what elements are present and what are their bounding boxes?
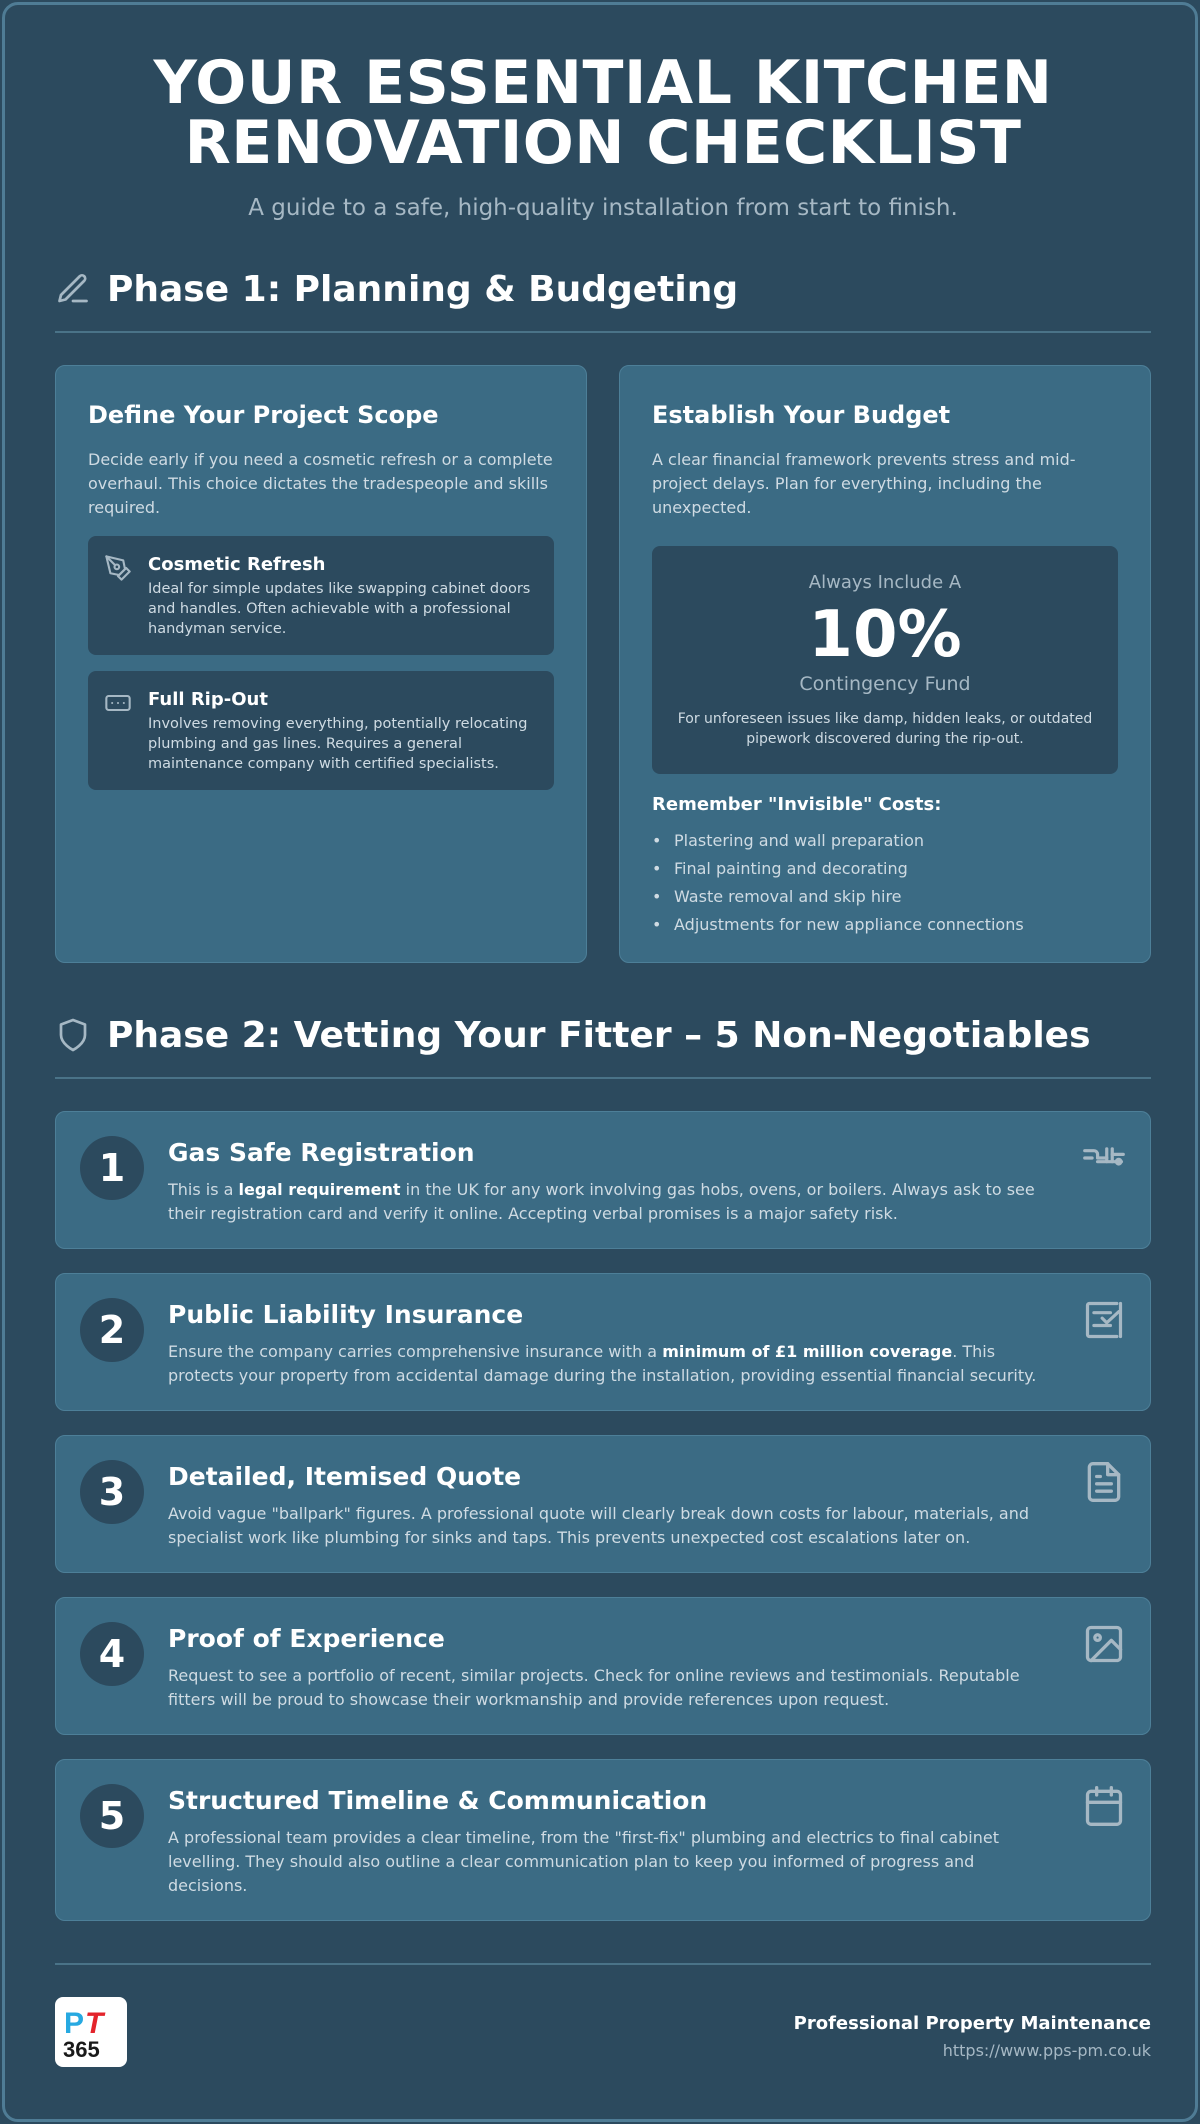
invisible-costs-list [652, 827, 1118, 939]
item-number: 5 [80, 1784, 144, 1848]
svg-text:T: T [85, 2007, 104, 2040]
checklist-icon [1082, 1298, 1126, 1342]
footer [55, 1965, 1151, 2105]
scope-card [55, 365, 587, 963]
item-title: Structured Timeline & Communication [168, 1786, 708, 1815]
svg-text:P: P [64, 2007, 85, 2040]
title-line-1: YOUR ESSENTIAL KITCHEN [153, 48, 1053, 118]
list-item-text: Adjustments for new appliance connections [674, 915, 1024, 934]
company-url[interactable]: https://www.pps-pm.co.uk [942, 2041, 1151, 2060]
option-full-rip-out [88, 671, 554, 790]
invisible-costs-title: Remember "Invisible" Costs: [652, 794, 942, 815]
contingency-note: For unforeseen issues like damp, hidden leaks, or outdated pipework discovered during the rip-out. [677, 711, 1093, 747]
scope-title: Define Your Project Scope [88, 401, 439, 429]
pen-tool-icon [104, 554, 132, 582]
item-title: Proof of Experience [168, 1624, 445, 1653]
header [55, 5, 1151, 221]
checklist-item-1 [55, 1111, 1151, 1249]
company-info [794, 2011, 1151, 2060]
budget-title: Establish Your Budget [652, 401, 951, 429]
phase2-heading [55, 1005, 1151, 1065]
checklist-item-5 [55, 1759, 1151, 1921]
gas-pipe-icon [1082, 1136, 1126, 1180]
phase2-title: Phase 2: Vetting Your Fitter – 5 Non-Negotiables [107, 1014, 1091, 1056]
list-item-text: Plastering and wall preparation [674, 831, 925, 850]
desc-text: This is a [168, 1180, 239, 1199]
page-subtitle: A guide to a safe, high-quality installation from start to finish. [248, 195, 958, 221]
item-title: Detailed, Itemised Quote [168, 1462, 522, 1491]
pencil-icon [55, 271, 91, 307]
item-desc: Avoid vague "ballpark" figures. A professional quote will clearly break down costs for labour, materials, and specialist work like plumbing for sinks and taps. This prevents unexpected cost escalations later on. [168, 1504, 1030, 1547]
item-number: 1 [80, 1136, 144, 1200]
desc-text: in the UK for any work involving gas hobs, ovens, or boilers. Always ask to see their registration card and verify it online. Accepting verbal promises is a major safety risk. [168, 1180, 1035, 1223]
list-item: • Plastering and wall preparation [652, 827, 1118, 855]
item-number: 4 [80, 1622, 144, 1686]
budget-desc: A clear financial framework prevents stress and mid-project delays. Plan for everything, including the unexpected. [652, 450, 1076, 517]
contingency-percent: 10% [808, 598, 962, 672]
item-number: 2 [80, 1298, 144, 1362]
svg-text:365: 365 [63, 2037, 100, 2062]
image-icon [1082, 1622, 1126, 1666]
list-item: • Waste removal and skip hire [652, 883, 1118, 911]
item-desc [168, 1178, 1050, 1226]
list-item: • Adjustments for new appliance connections [652, 911, 1118, 939]
option-title: Cosmetic Refresh [148, 554, 326, 575]
item-desc: Request to see a portfolio of recent, similar projects. Check for online reviews and testimonials. Reputable fitters will be proud to showcase their workmanship and provide references upon request. [168, 1666, 1020, 1709]
contingency-box [652, 546, 1118, 774]
checklist-item-3 [55, 1435, 1151, 1573]
item-desc [168, 1340, 1050, 1388]
budget-card [619, 365, 1151, 963]
option-title: Full Rip-Out [148, 689, 268, 710]
phase1-heading [55, 259, 1151, 319]
page-title [55, 48, 1151, 178]
divider [55, 331, 1151, 333]
item-desc: A professional team provides a clear timeline, from the "first-fix" plumbing and electrics to final cabinet levelling. They should also outline a clear communication plan to keep you informed of progress and decisions. [168, 1828, 999, 1895]
phase1-title: Phase 1: Planning & Budgeting [107, 268, 739, 310]
item-number: 3 [80, 1460, 144, 1524]
list-item-text: Final painting and decorating [674, 859, 908, 878]
item-title: Public Liability Insurance [168, 1300, 524, 1329]
contingency-label: Always Include A [808, 572, 962, 593]
divider [55, 1077, 1151, 1079]
checklist-item-4 [55, 1597, 1151, 1735]
item-title: Gas Safe Registration [168, 1138, 475, 1167]
logo-mark [55, 1997, 127, 2067]
keyboard-icon [104, 689, 132, 717]
company-name: Professional Property Maintenance [793, 2013, 1151, 2034]
option-desc: Ideal for simple updates like swapping cabinet doors and handles. Often achievable with a professional handyman service. [148, 581, 531, 637]
checklist-item-2 [55, 1273, 1151, 1411]
option-cosmetic-refresh [88, 536, 554, 655]
desc-emphasis: legal requirement [238, 1180, 401, 1199]
title-line-2: RENOVATION CHECKLIST [184, 108, 1022, 178]
desc-text: Ensure the company carries comprehensive insurance with a [168, 1342, 663, 1361]
list-item: • Final painting and decorating [652, 855, 1118, 883]
contingency-fund-label: Contingency Fund [799, 673, 971, 695]
company-logo [55, 1997, 127, 2067]
infographic-frame [2, 2, 1198, 2122]
scope-desc: Decide early if you need a cosmetic refresh or a complete overhaul. This choice dictates the tradespeople and skills required. [88, 450, 553, 517]
shield-icon [55, 1017, 91, 1053]
desc-emphasis: minimum of £1 million coverage [662, 1342, 953, 1361]
document-icon [1082, 1460, 1126, 1504]
option-desc: Involves removing everything, potentially relocating plumbing and gas lines. Requires a general maintenance company with certified specialists. [148, 716, 528, 772]
calendar-icon [1082, 1784, 1126, 1828]
list-item-text: Waste removal and skip hire [674, 887, 902, 906]
desc-text: . This protects your property from accidental damage during the installation, providing essential financial security. [168, 1342, 1037, 1385]
